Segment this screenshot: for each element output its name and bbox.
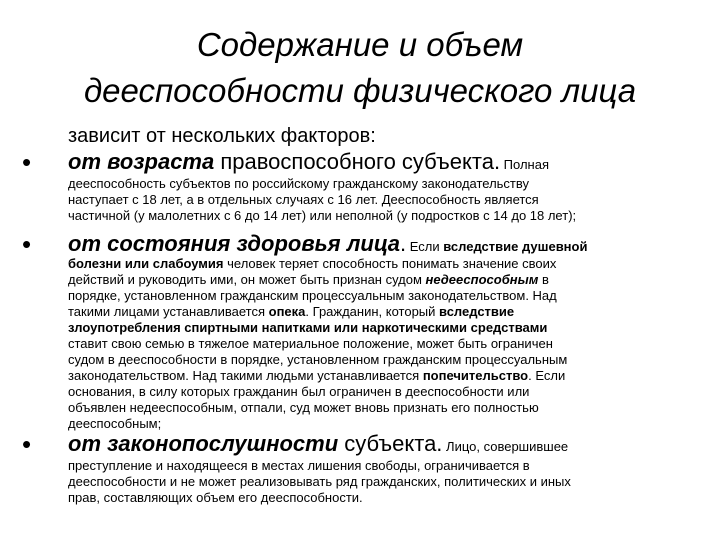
body-line: преступление и находящееся в местах лишения свободы, ограничивается в — [68, 458, 530, 473]
bullet-heading-age — [68, 148, 549, 179]
body-line: дееспособным; — [68, 416, 162, 431]
body-line: дееспособности и не может реализовывать ряд гражданских, политических и иных — [68, 474, 571, 489]
body-line: объявлен недееспособным, отпали, суд может вновь признать его полностью — [68, 400, 539, 415]
body-line: частичной (у малолетних с 6 до 14 лет) или неполной (у подростков с 14 до 18 лет); — [68, 208, 577, 223]
lead-bold: от возраста — [68, 149, 215, 174]
body-line: такими лицами устанавливается опека. Гражданин, который вследствие — [68, 304, 515, 319]
body-line: порядке, установленном гражданским процессуальным законодательством. Над — [68, 288, 557, 303]
body-line: дееспособность субъектов по российскому гражданскому законодательству — [68, 176, 530, 191]
bold-phrase: злоупотребления спиртными напитками или наркотическими средствами — [68, 320, 548, 335]
bullet-body-age — [68, 176, 708, 224]
bold-phrase: болезни или слабоумия — [68, 256, 224, 271]
lead-rest: правоспособного субъекта. — [214, 149, 501, 174]
emphasis-incapable: недееспособным — [425, 272, 539, 287]
body-line: основания, в силу которых гражданин был ограничен в дееспособности или — [68, 384, 530, 399]
body-line: судом в дееспособности в порядке, установленном гражданским процессуальным — [68, 352, 568, 367]
lead-tail: Если — [406, 239, 444, 254]
lead-rest: субъекта. — [338, 431, 443, 456]
body-line: действий и руководить ими, он может быть признан судом недееспособным в — [68, 272, 549, 287]
lead-bold: от состояния здоровья лица — [68, 231, 401, 256]
lead-tail-bold: вследствие душевной — [443, 239, 588, 254]
bullet-body-health — [68, 256, 708, 432]
body-line: прав, составляющих объем его дееспособности. — [68, 490, 363, 505]
lead-tail: Лицо, совершившее — [442, 439, 569, 454]
bold-trusteeship: попечительство — [422, 368, 529, 383]
slide-title — [0, 22, 720, 114]
lead-bold: от законопослушности — [68, 431, 339, 456]
lead-rest: . — [400, 231, 407, 256]
title-line-1: Содержание и объем — [196, 26, 524, 63]
bullet-heading-lawfulness — [68, 430, 568, 461]
body-line: наступает с 18 лет, а в отдельных случаях с 16 лет. Дееспособность является — [68, 192, 539, 207]
bullet-marker: • — [22, 429, 32, 459]
title-line-2: дееспособности физического лица — [83, 72, 637, 109]
bullet-body-lawfulness — [68, 458, 708, 506]
lead-tail: Полная — [500, 157, 549, 172]
bullet-marker: • — [22, 229, 32, 259]
bold-guardianship: опека — [268, 304, 306, 319]
body-line — [68, 320, 708, 336]
body-line: болезни или слабоумия человек теряет способность понимать значение своих — [68, 256, 557, 271]
body-line: ставит свою семью в тяжелое материальное положение, может быть ограничен — [68, 336, 553, 351]
bullet-marker: • — [22, 147, 32, 177]
body-line: законодательством. Над такими людьми устанавливается попечительство. Если — [68, 368, 566, 383]
intro-text: зависит от нескольких факторов: — [68, 125, 376, 147]
